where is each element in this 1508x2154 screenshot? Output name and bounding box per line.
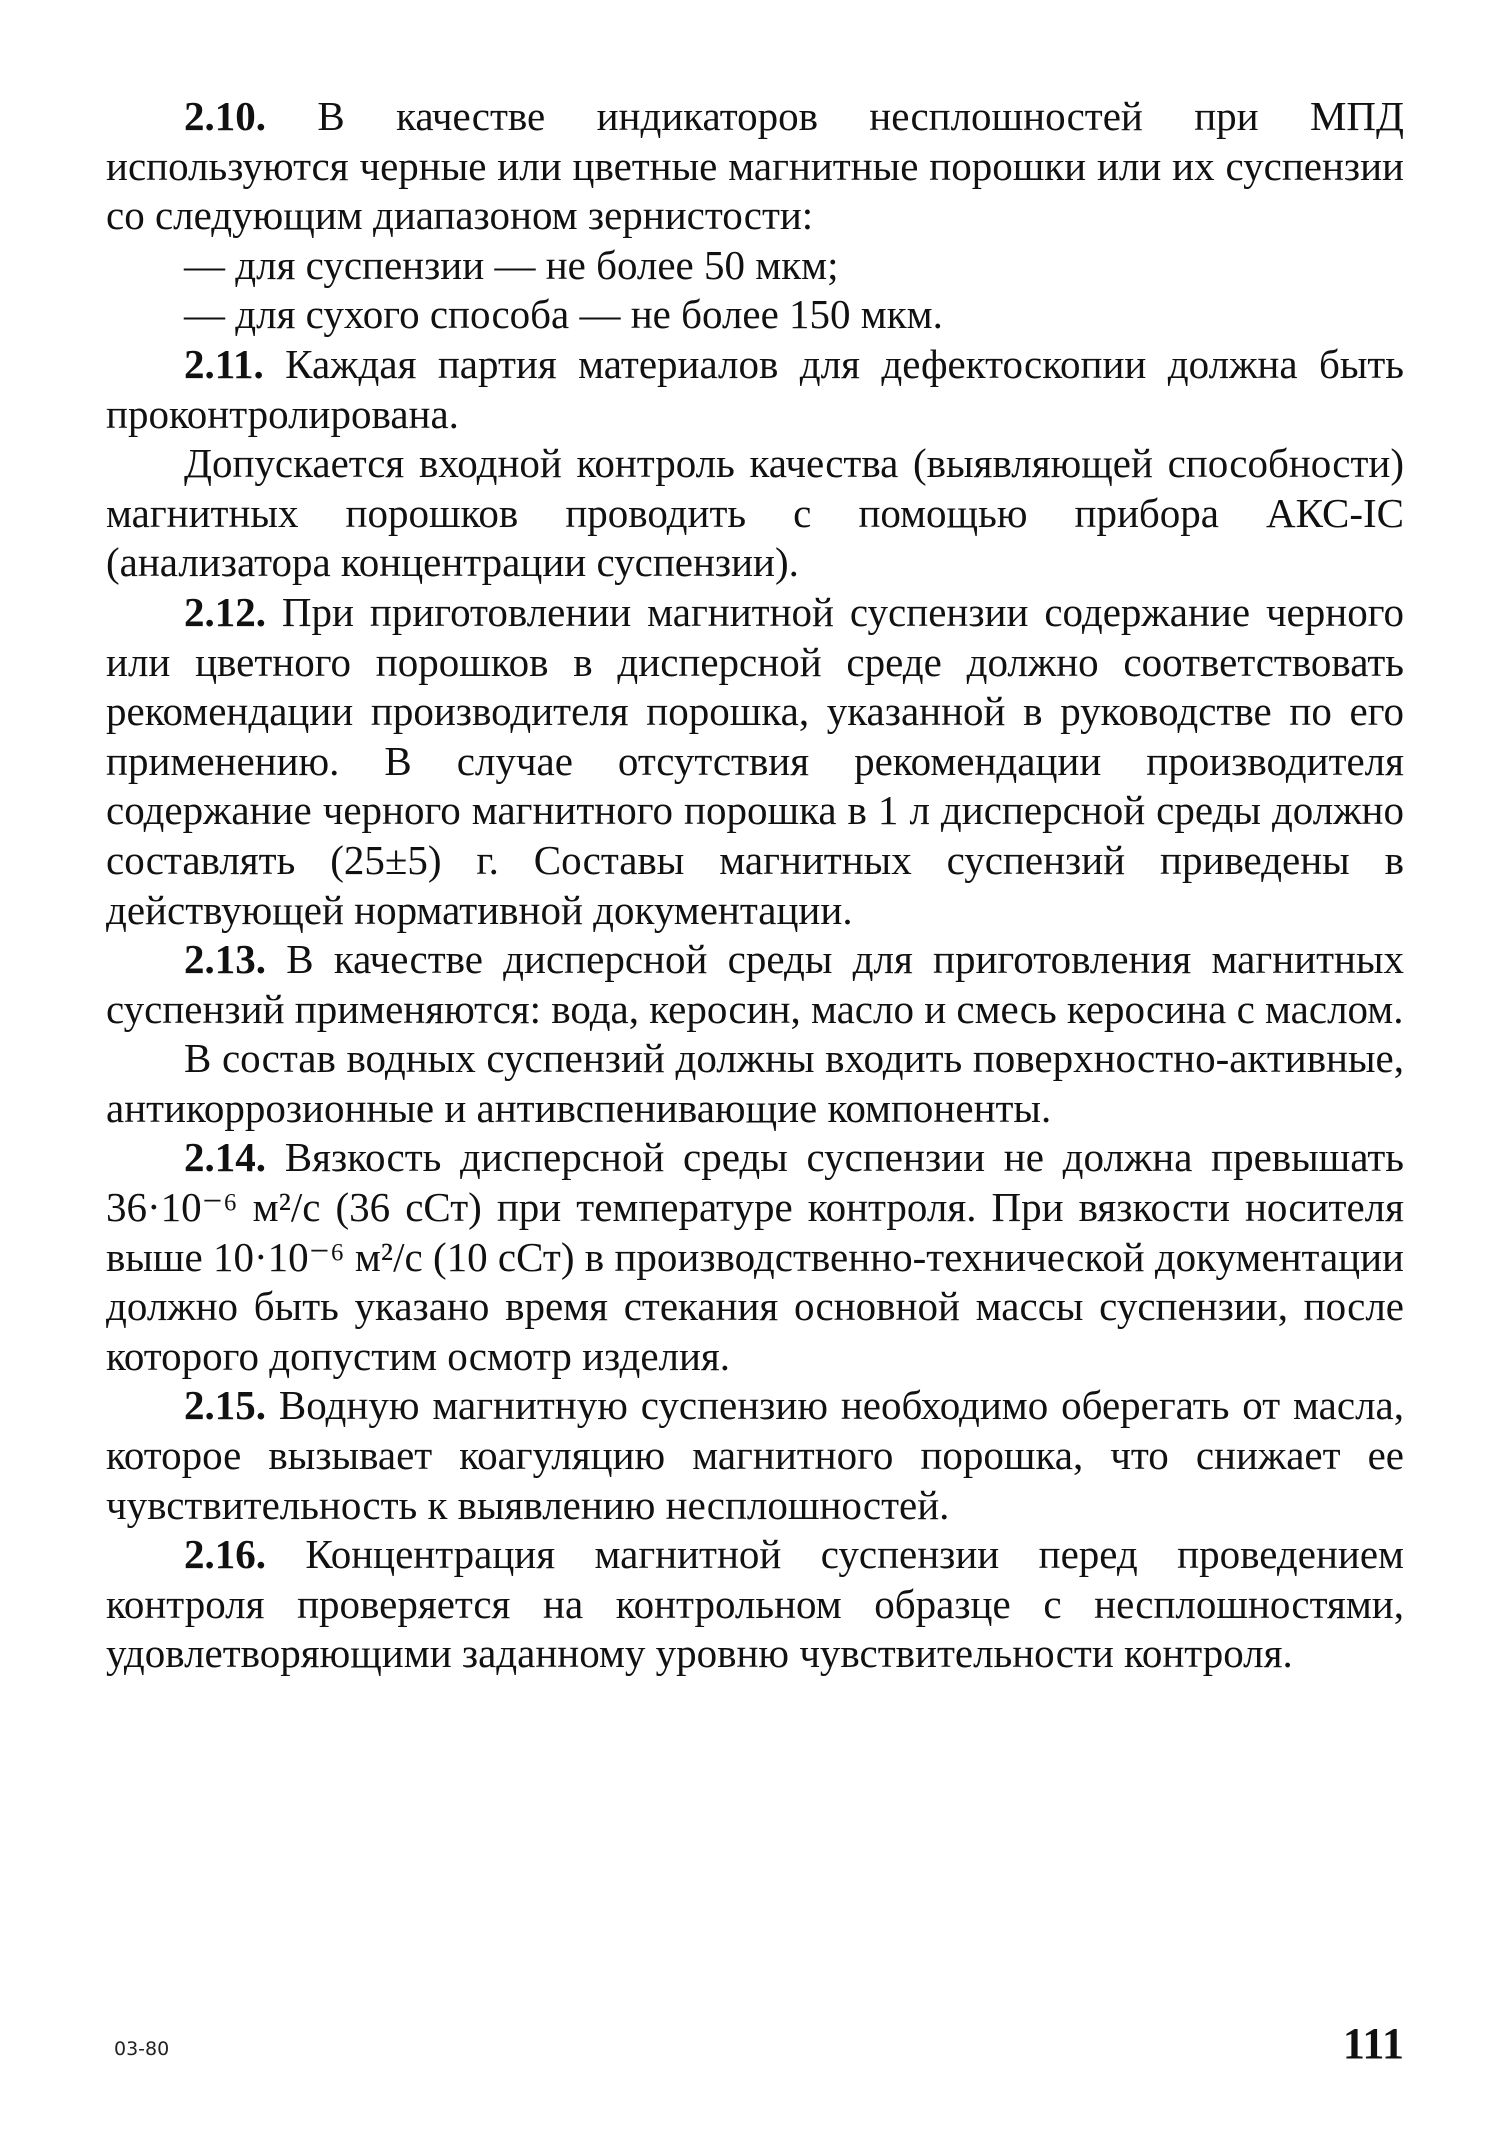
list-item-text: — для суспензии — не более 50 мкм; (184, 241, 839, 288)
paragraph-2-15 (106, 1381, 1404, 1530)
clause-text: Допускается входной контроль качества (выявляющей способности) магнитных порошков проводить с помощью прибора АКС-IC (анализатора концентрации суспензии). (106, 440, 1404, 586)
clause-text: При приготовлении магнитной суспензии содержание черного или цветного порошков в дисперсной среде должно соответствовать рекомендации производителя порошка, указанной в руководстве по его применению. В случае отсутствия рекомендации производителя содержание черного магнитного порошка в 1 л дисперсной среды должно составлять (25±5) г. Составы магнитных суспензий приведены в действующей нормативной документации. (106, 588, 1404, 933)
paragraph-2-10 (106, 92, 1404, 241)
page-body (106, 92, 1404, 1679)
clause-number: 2.12. (184, 588, 266, 635)
clause-number: 2.16. (184, 1531, 266, 1578)
clause-number: 2.14. (184, 1134, 266, 1181)
page-footer (106, 2018, 1404, 2078)
clause-text: Концентрация магнитной суспензии перед проведением контроля проверяется на контрольном образце с несплошностями, удовлетворяющими заданному уровню чувствительности контроля. (106, 1531, 1404, 1677)
paragraph-2-16 (106, 1530, 1404, 1679)
paragraph-2-11 (106, 340, 1404, 439)
clause-text: В состав водных суспензий должны входить поверхностно-активные, антикоррозионные и антивспенивающие компоненты. (106, 1035, 1404, 1131)
clause-text: Каждая партия материалов для дефектоскопии должна быть проконтролирована. (106, 340, 1404, 437)
paragraph-2-11-note (106, 439, 1404, 588)
page-number: 111 (1342, 2019, 1404, 2068)
clause-text: Водную магнитную суспензию необходимо оберегать от масла, которое вызывает коагуляцию магнитного порошка, что снижает ее чувствительность к выявлению несплошностей. (106, 1382, 1404, 1528)
clause-number: 2.15. (184, 1382, 266, 1429)
clause-text: В качестве дисперсной среды для приготовления магнитных суспензий применяются: вода, керосин, масло и смесь керосина с маслом. (106, 936, 1404, 1032)
paragraph-2-14 (106, 1133, 1404, 1381)
clause-number: 2.11. (184, 340, 264, 387)
clause-number: 2.10. (184, 93, 266, 139)
paragraph-2-13-note (106, 1034, 1404, 1133)
clause-text: Вязкость дисперсной среды суспензии не должна превышать 36·10⁻⁶ м²/с (36 сСт) при температуре контроля. При вязкости носителя выше 10·10⁻⁶ м²/с (10 сСт) в производственно-технической документации должно быть указано время стекания основной массы суспензии, после которого допустим осмотр изделия. (106, 1134, 1404, 1379)
list-item-text: — для сухого способа — не более 150 мкм. (184, 291, 943, 338)
list-item-suspension (106, 241, 1404, 291)
paragraph-2-12 (106, 588, 1404, 935)
paragraph-2-13 (106, 935, 1404, 1034)
list-item-dry-method (106, 290, 1404, 340)
print-code: 03-80 (114, 2038, 170, 2060)
clause-text: В качестве индикаторов несплошностей при МПД используются черные или цветные магнитные порошки или их суспензии со следующим диапазоном зернистости: (106, 93, 1404, 239)
clause-number: 2.13. (184, 936, 266, 983)
